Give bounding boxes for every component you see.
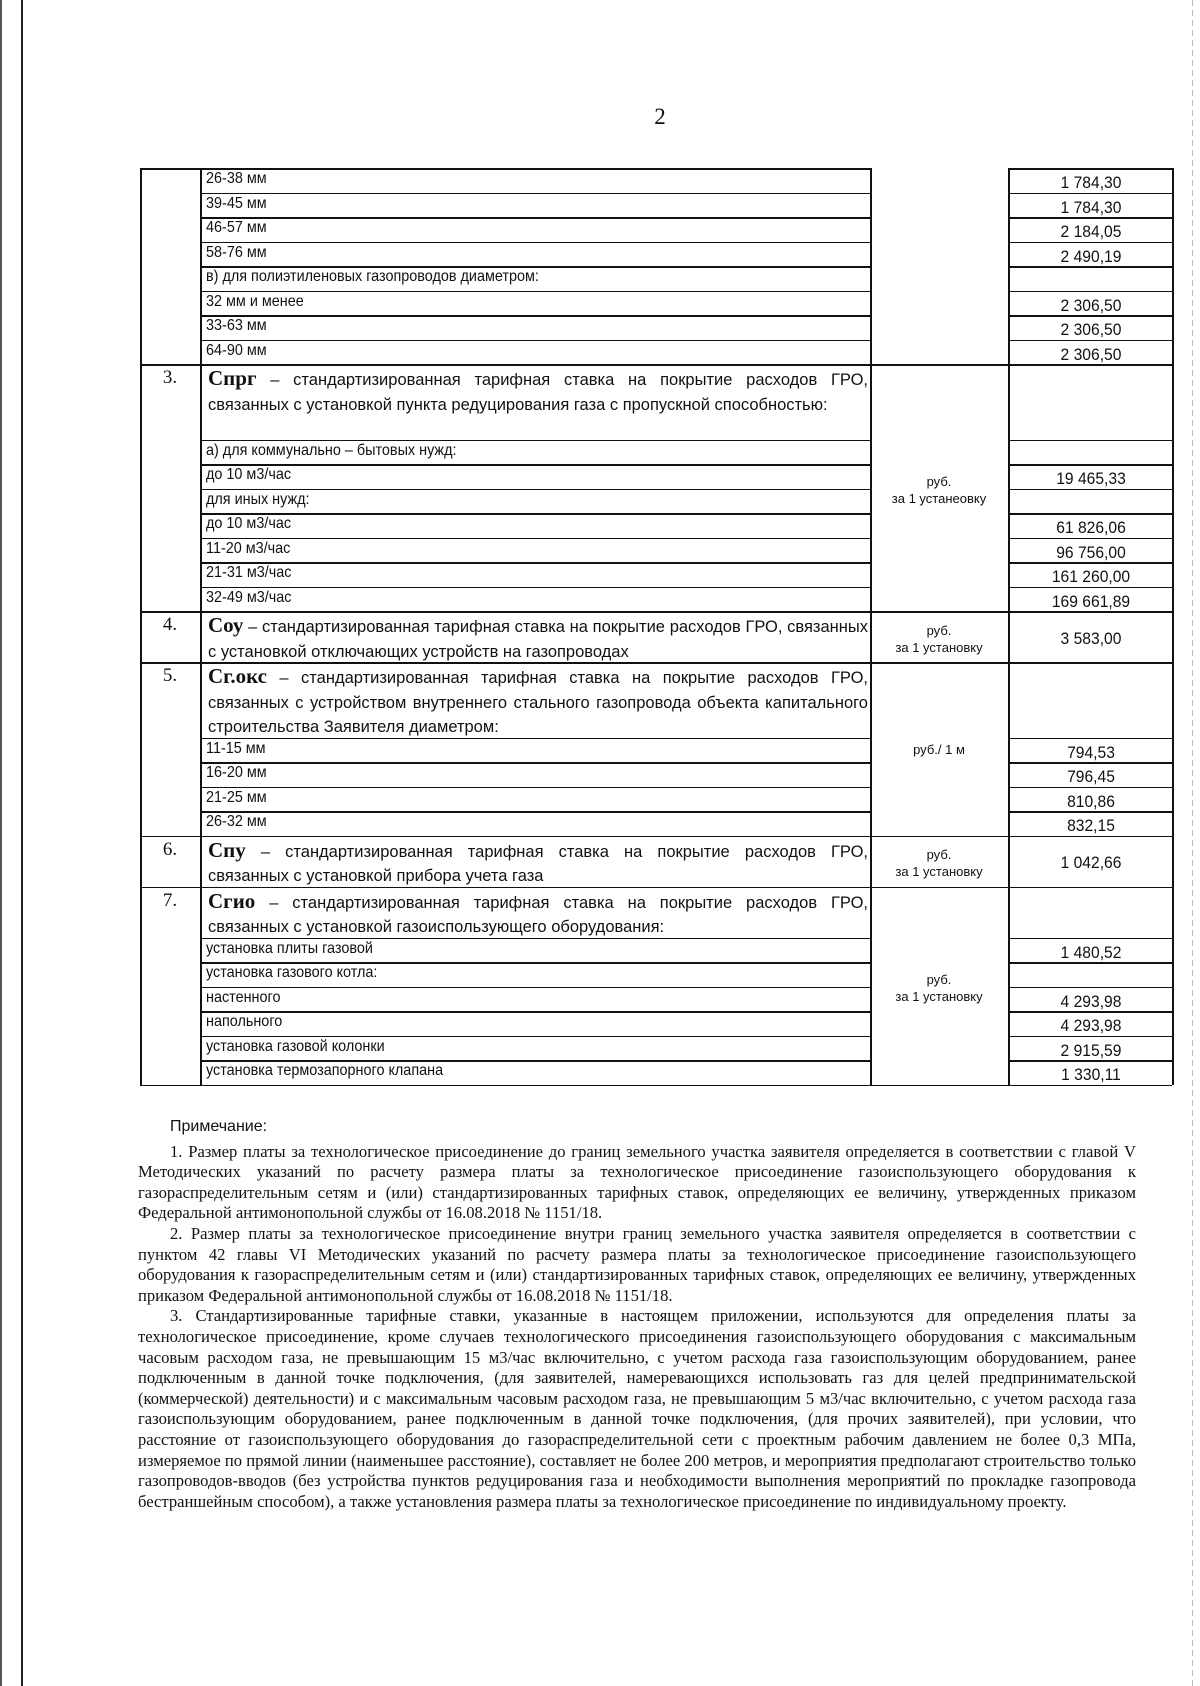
row-label: до 10 м3/час (206, 466, 292, 483)
unit-label (871, 846, 1007, 880)
col-border-left (140, 836, 142, 887)
row-value: 4 293,98 (1060, 1016, 1122, 1035)
col-border-left (140, 611, 142, 662)
row-border (1008, 489, 1172, 491)
row-value: 1 784,30 (1060, 173, 1122, 192)
row-value: 1 784,30 (1060, 197, 1122, 217)
col-border (1008, 364, 1010, 611)
row-value: 2 915,59 (1060, 1040, 1122, 1060)
row-border (1008, 217, 1172, 219)
row-border (1008, 340, 1172, 342)
row-border (1008, 587, 1172, 589)
row-border (1008, 464, 1172, 466)
col-border-right (1172, 168, 1174, 364)
col-border (870, 836, 872, 887)
row-border (200, 762, 870, 764)
row-label: настенного (206, 988, 281, 1006)
row-border (200, 562, 870, 564)
col-border (200, 168, 202, 364)
row-border (1008, 193, 1172, 195)
row-label: 26-38 мм (206, 170, 267, 187)
row-label: для иных нужд: (206, 490, 310, 508)
col-border (870, 887, 872, 1085)
row-value: 61 826,06 (1056, 518, 1126, 537)
row-border (1008, 811, 1172, 813)
unit-line-2: за 1 устанеовку (891, 490, 987, 506)
row-label: 32-49 м3/час (206, 588, 292, 606)
section-description (208, 838, 868, 889)
row-border (1008, 440, 1172, 442)
col-border-right (1172, 662, 1174, 836)
col-border (1008, 168, 1010, 364)
row-label: 11-20 м3/час (206, 539, 291, 557)
col-border (1008, 836, 1010, 887)
unit-line-2: за 1 установку (895, 988, 983, 1004)
row-label: 64-90 мм (206, 341, 267, 359)
row-border (200, 1011, 870, 1013)
section-number: 7. (162, 889, 178, 911)
section-description (208, 366, 868, 417)
row-value: 96 756,00 (1056, 542, 1126, 562)
col-border-left (140, 887, 142, 1085)
notes-title: Примечание: (170, 1118, 268, 1135)
row-value: 2 490,19 (1060, 246, 1122, 266)
col-border (870, 611, 872, 662)
tariff-description-text: – стандартизированная тарифная ставка на покрытие расходов ГРО, связанных с установкой прибора учета газа (208, 842, 868, 885)
col-border (870, 364, 872, 611)
row-value: 1 330,11 (1061, 1065, 1121, 1084)
tariff-code: Сгио (208, 888, 256, 913)
page-number: 2 (654, 104, 666, 129)
row-label: 26-32 мм (206, 813, 267, 830)
section-number: 5. (162, 665, 178, 686)
col-border-left (140, 364, 142, 611)
row-border (1008, 787, 1172, 789)
row-value: 796,45 (1067, 767, 1115, 786)
row-label: 21-31 м3/час (206, 564, 292, 581)
row-value: 161 260,00 (1051, 567, 1131, 586)
row-value: 794,53 (1067, 742, 1115, 762)
unit-label (871, 473, 1007, 507)
col-border (200, 836, 202, 887)
row-border (1008, 513, 1172, 515)
row-border (1008, 242, 1172, 244)
scan-edge-left (0, 0, 2, 1686)
col-border (200, 364, 202, 611)
unit-line-1: руб. (926, 473, 952, 489)
unit-line-2: за 1 установку (895, 864, 983, 879)
row-border (1008, 291, 1172, 293)
col-border-right (1172, 611, 1174, 662)
row-border (200, 987, 870, 989)
tariff-code: Сг.окс (208, 664, 267, 688)
section-number: 6. (162, 838, 178, 860)
row-label: установка газовой колонки (206, 1037, 385, 1055)
row-border (200, 340, 870, 342)
row-value: 2 306,50 (1060, 295, 1122, 315)
row-label: 11-15 мм (206, 739, 266, 757)
row-border (200, 811, 870, 813)
unit-line-1: руб./ 1 м (913, 741, 965, 757)
tariff-description-text: – стандартизированная тарифная ставка на покрытие расходов ГРО, связанных с устройством внутреннего стального газопровода объекта капитального строительства Заявителя диаметром: (208, 669, 868, 736)
col-border (200, 611, 202, 662)
row-border (1008, 538, 1172, 540)
section-description (208, 613, 868, 664)
section-value: 3 583,00 (1060, 628, 1122, 648)
section-description (208, 889, 868, 940)
row-value: 810,86 (1067, 791, 1115, 811)
col-border (200, 662, 202, 836)
row-border (200, 193, 870, 195)
row-label: 16-20 мм (206, 764, 267, 781)
row-label: 33-63 мм (206, 317, 267, 334)
row-value: 2 306,50 (1060, 320, 1122, 339)
tariff-description-text: – стандартизированная тарифная ставка на покрытие расходов ГРО, связанных с установкой пункта редуцирования газа с пропускной способностью: (208, 371, 868, 414)
row-border (200, 217, 870, 219)
col-border-right (1172, 836, 1174, 887)
row-border (200, 168, 870, 170)
row-border (1008, 266, 1172, 268)
row-label: 46-57 мм (206, 219, 267, 236)
tariff-code: Соу (208, 613, 244, 637)
row-border (1008, 938, 1172, 940)
row-border (200, 538, 870, 540)
row-label: в) для полиэтиленовых газопроводов диаметром: (206, 268, 539, 285)
row-border (1008, 562, 1172, 564)
row-value: 2 306,50 (1060, 344, 1122, 364)
note-item-3: 3. Стандартизированные тарифные ставки, указанные в настоящем приложении, используются для определения платы за технологическое присоединение, кроме случаев технологического присоединения газоиспользующего оборудования с максимальным часовым расходом газа, не превышающим 15 м3/час включительно, с учетом расхода газа газоиспользующим оборудованием, ранее подключенным в данной точке подключения, (для заявителей, намеревающихся использовать газ для целей предпринимательской (коммерческой) деятельности) и с максимальным часовым расходом газа, не превышающим 5 м3/час включительно, с учетом расхода газа газоиспользующим оборудованием, ранее подключенным в данной точке подключения, (для прочих заявителей), при условии, что расстояние от газоиспользующего оборудования до газораспределительной сети с проектным рабочим давлением не более 0,3 МПа, измеряемое по прямой линии (наименьшее расстояние), составляет не более 200 метров, и мероприятия предполагают строительство только газопроводов-вводов (без устройства пунктов редуцирования газа и необходимости выполнения мероприятий по прокладке газопровода бестраншейным способом), а также установления размера платы за технологическое присоединение по индивидуальному проекту. (138, 1306, 1136, 1511)
row-border (200, 242, 870, 244)
row-border (1008, 315, 1172, 317)
row-border (200, 464, 870, 466)
tariff-code: Спу (208, 837, 246, 862)
section-number: 4. (162, 614, 178, 635)
row-border (1008, 1036, 1172, 1038)
row-label: до 10 м3/час (206, 515, 292, 532)
section-number: 3. (162, 367, 178, 388)
tariff-description-text: – стандартизированная тарифная ставка на покрытие расходов ГРО, связанных с установкой газоиспользующего оборудования: (208, 893, 868, 936)
col-border (1008, 662, 1010, 836)
col-border-right (1172, 887, 1174, 1085)
row-border (1008, 1011, 1172, 1013)
col-border-left (140, 662, 142, 836)
table-top-border (140, 168, 200, 170)
row-border (1008, 738, 1172, 740)
row-border (200, 315, 870, 317)
section-value: 1 042,66 (1060, 853, 1122, 872)
row-border (1008, 1060, 1172, 1062)
notes-section (138, 1117, 1136, 1512)
row-border (1008, 762, 1172, 764)
row-label: установка термозапорного клапана (206, 1062, 444, 1079)
col-border-left (140, 168, 142, 364)
row-border (1008, 987, 1172, 989)
row-label: 32 мм и менее (206, 292, 304, 310)
scan-edge-right (1192, 0, 1193, 1686)
row-label: 39-45 мм (206, 194, 267, 212)
row-value: 169 661,89 (1051, 591, 1131, 611)
row-label: 58-76 мм (206, 243, 267, 261)
section-border (140, 1085, 1172, 1087)
col-border (200, 887, 202, 1085)
col-border (1008, 887, 1010, 1085)
note-item-2: 2. Размер платы за технологическое присоединение внутри границ земельного участка заявителя определяется в соответствии с пунктом 42 главы VI Методических указаний по расчету размера платы за технологическое присоединение газоиспользующего оборудования к газораспределительным сетям и (или) стандартизированных тарифных ставок, определяющих ее величину, утвержденных приказом Федеральной антимонопольной службы от 16.08.2018 № 1151/18. (138, 1223, 1136, 1305)
row-value: 832,15 (1067, 816, 1115, 835)
tariff-description-text: – стандартизированная тарифная ставка на покрытие расходов ГРО, связанных с установкой отключающих устройств на газопроводах (208, 618, 868, 661)
row-label: установка плиты газовой (206, 939, 373, 957)
row-border (200, 513, 870, 515)
row-border (200, 587, 870, 589)
note-item-1: 1. Размер платы за технологическое присоединение до границ земельного участка заявителя определяется в соответствии с главой V Методических указаний по расчету размера платы за технологическое присоединение газоиспользующего оборудования к газораспределительным сетям и (или) стандартизированных тарифных ставок, определяющих ее величину, утвержденных приказом Федеральной антимонопольной службы от 16.08.2018 № 1151/18. (138, 1141, 1136, 1223)
unit-label (871, 622, 1007, 656)
col-border (870, 168, 872, 364)
col-border (870, 662, 872, 836)
row-label: 21-25 мм (206, 788, 267, 806)
row-border (200, 787, 870, 789)
row-value: 2 184,05 (1060, 222, 1122, 241)
unit-line-1: руб. (926, 622, 952, 638)
scan-margin-line (21, 0, 23, 1686)
row-border (1008, 168, 1172, 170)
col-border (1008, 611, 1010, 662)
tariff-code: Спрг (208, 366, 257, 390)
unit-line-1: руб. (926, 971, 952, 987)
unit-label (871, 741, 1007, 758)
row-label: а) для коммунально – бытовых нужд: (206, 441, 457, 459)
row-value: 19 465,33 (1056, 469, 1126, 488)
row-label: установка газового котла: (206, 964, 378, 981)
col-border-right (1172, 364, 1174, 611)
unit-label (871, 971, 1007, 1005)
section-description (208, 664, 868, 740)
row-value: 1 480,52 (1060, 942, 1122, 962)
unit-line-1: руб. (926, 847, 952, 862)
row-label: напольного (206, 1013, 283, 1030)
row-border (1008, 962, 1172, 964)
unit-line-2: за 1 установку (895, 639, 983, 655)
row-value: 4 293,98 (1060, 991, 1122, 1011)
row-border (200, 738, 870, 740)
